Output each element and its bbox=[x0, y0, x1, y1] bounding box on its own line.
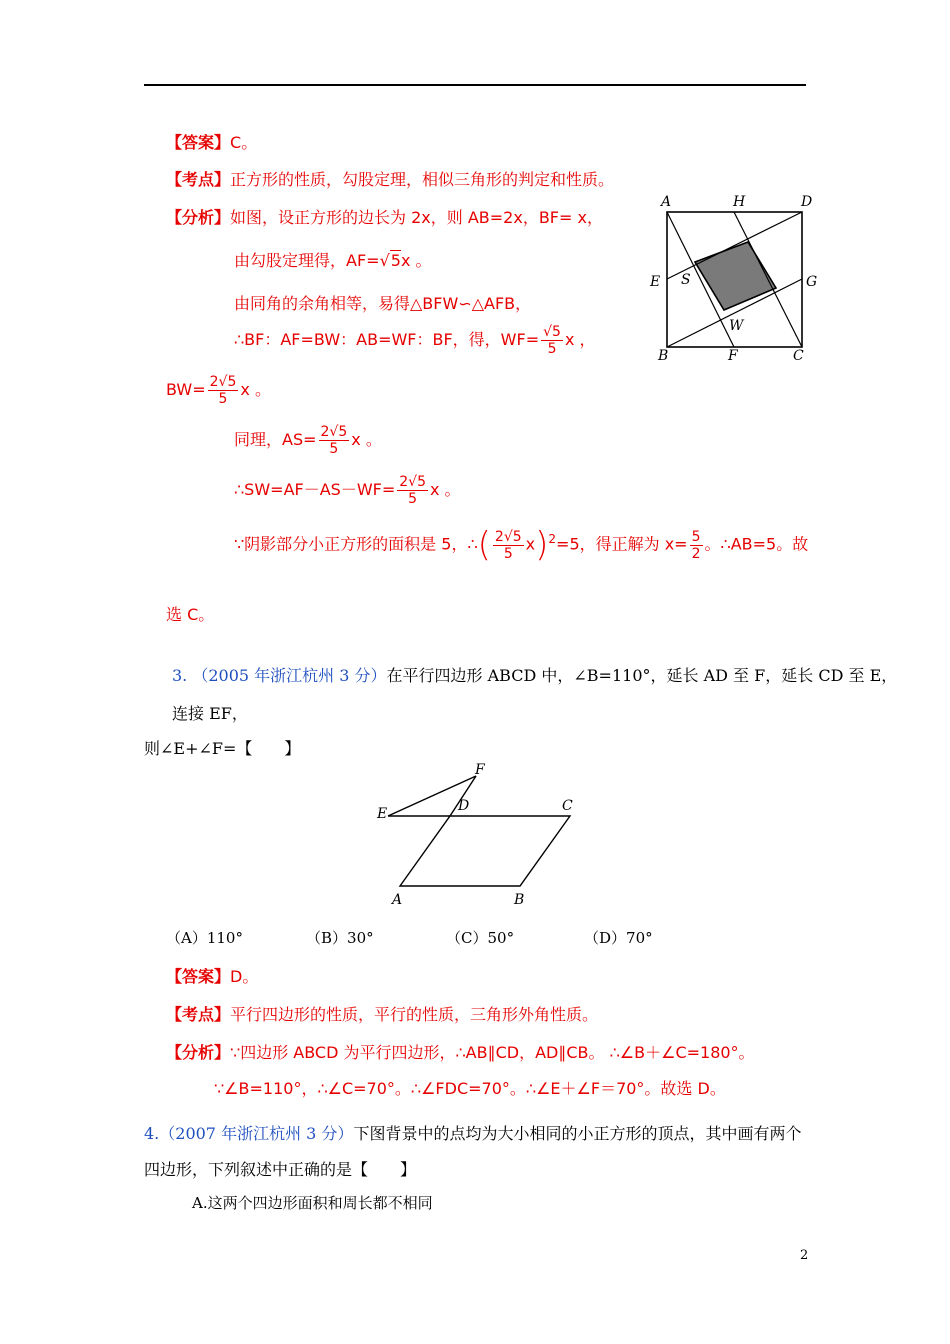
q2-analysis-line1 bbox=[166, 205, 603, 228]
label-W: W bbox=[729, 318, 744, 334]
analysis-label: 【分析】 bbox=[166, 208, 231, 227]
q2-analysis-line7 bbox=[234, 474, 461, 507]
point-text: 平行四边形的性质，平行的性质，三角形外角性质。 bbox=[230, 1005, 599, 1024]
label-A: A bbox=[392, 892, 403, 908]
q2-analysis-line8 bbox=[234, 525, 809, 565]
label-F: F bbox=[728, 348, 738, 364]
sqrt-sign: √ bbox=[379, 251, 390, 270]
question-stem: 下图背景中的点均为大小相同的小正方形的顶点，其中画有两个 bbox=[353, 1124, 802, 1143]
q2-point-line bbox=[166, 167, 614, 190]
fraction bbox=[208, 374, 239, 407]
label-S: S bbox=[681, 272, 691, 288]
denominator: 5 bbox=[329, 441, 339, 457]
text: x 。 bbox=[240, 380, 271, 399]
text: 由勾股定理得，AF= bbox=[234, 251, 380, 270]
q3-analysis-line1 bbox=[166, 1040, 755, 1063]
q3-parallelogram-figure bbox=[372, 758, 592, 910]
header-rule bbox=[144, 84, 806, 86]
label-G: G bbox=[806, 274, 818, 290]
numerator: 2√5 bbox=[494, 528, 522, 545]
right-paren: ) bbox=[535, 525, 549, 565]
text: ∵阴影部分小正方形的面积是 5，∴ bbox=[234, 534, 478, 554]
analysis-text: ∵四边形 ABCD 为平行四边形，∴AB∥CD，AD∥CB。 ∴∠B＋∠C=180°。 bbox=[230, 1043, 755, 1062]
denominator: 2 bbox=[691, 545, 701, 562]
answer-value: D。 bbox=[230, 967, 259, 986]
q2-analysis-line9: 选 C。 bbox=[166, 605, 215, 624]
label-A: A bbox=[661, 194, 672, 210]
fraction bbox=[397, 474, 428, 507]
q4-stem-line2: 四边形，下列叙述中正确的是【 】 bbox=[144, 1160, 417, 1179]
q4-stem-line1 bbox=[144, 1121, 801, 1144]
q3-answer-line bbox=[166, 964, 258, 987]
variable: x bbox=[525, 534, 536, 554]
q3-point-line bbox=[166, 1002, 598, 1025]
label-H: H bbox=[733, 194, 746, 210]
text: ∴BF：AF=BW：AB=WF：BF，得，WF= bbox=[234, 330, 540, 349]
radicand: 5 bbox=[390, 251, 401, 270]
label-D: D bbox=[801, 194, 813, 210]
point-text: 正方形的性质，勾股定理，相似三角形的判定和性质。 bbox=[230, 170, 615, 189]
text: ∴SW=AF－AS－WF= bbox=[234, 480, 396, 499]
left-paren: ( bbox=[477, 525, 491, 565]
numerator: √5 bbox=[543, 324, 561, 340]
label-E: E bbox=[377, 806, 388, 822]
denominator: 5 bbox=[218, 391, 228, 407]
label-C: C bbox=[793, 348, 804, 364]
q2-answer-line bbox=[166, 130, 257, 153]
q3-analysis-line2: ∵∠B=110°，∴∠C=70°。∴∠FDC=70°。∴∠E＋∠F＝70°。故选 D。 bbox=[214, 1079, 726, 1098]
q2-analysis-line3: 由同角的余角相等，易得△BFW∽△AFB， bbox=[234, 294, 532, 313]
question-source: （2007 年浙江杭州 3 分） bbox=[159, 1124, 354, 1143]
fraction bbox=[319, 424, 350, 457]
text: =5，得正解为 x= bbox=[556, 534, 688, 554]
answer-label: 【答案】 bbox=[166, 967, 231, 986]
numerator: 2√5 bbox=[320, 424, 348, 440]
analysis-label: 【分析】 bbox=[166, 1043, 231, 1062]
q2-analysis-line4 bbox=[234, 324, 596, 357]
numerator: 5 bbox=[691, 528, 701, 545]
parallelogram-ABCD bbox=[400, 816, 570, 886]
q3-stem-line3: 则∠E+∠F=【 】 bbox=[144, 739, 301, 758]
text: x 。 bbox=[430, 480, 461, 499]
label-E: E bbox=[650, 274, 661, 290]
q2-analysis-line6 bbox=[234, 424, 382, 457]
question-number: 4. bbox=[144, 1124, 160, 1143]
q2-analysis-line5 bbox=[166, 374, 271, 407]
q3-option-b: （B）30° bbox=[306, 929, 374, 947]
shaded-square bbox=[695, 242, 776, 310]
fraction bbox=[690, 529, 703, 562]
exponent: 2 bbox=[548, 532, 557, 547]
fraction bbox=[493, 529, 524, 562]
point-label: 【考点】 bbox=[166, 170, 231, 189]
question-number: 3. bbox=[172, 666, 188, 685]
page-number: 2 bbox=[800, 1248, 809, 1263]
denominator: 5 bbox=[408, 491, 418, 507]
q2-square-figure bbox=[640, 192, 830, 372]
text: 。∴AB=5。故 bbox=[704, 534, 809, 554]
q3-stem-line2: 连接 EF， bbox=[172, 704, 248, 723]
answer-label: 【答案】 bbox=[166, 133, 231, 152]
text: x ， bbox=[564, 330, 596, 349]
label-B: B bbox=[514, 892, 525, 908]
label-B: B bbox=[658, 348, 669, 364]
label-F: F bbox=[475, 762, 485, 778]
numerator: 2√5 bbox=[209, 374, 237, 390]
q2-analysis-line2 bbox=[234, 248, 432, 271]
q3-option-d: （D）70° bbox=[584, 929, 653, 947]
q4-option-a: A.这两个四边形面积和周长都不相同 bbox=[192, 1194, 433, 1212]
q3-stem-line1 bbox=[172, 663, 897, 686]
question-stem: 在平行四边形 ABCD 中，∠B=110°，延长 AD 至 F，延长 CD 至 E， bbox=[386, 666, 898, 685]
q3-option-c: （C）50° bbox=[446, 929, 515, 947]
label-D: D bbox=[458, 798, 470, 814]
point-label: 【考点】 bbox=[166, 1005, 231, 1024]
fraction bbox=[541, 324, 563, 357]
numerator: 2√5 bbox=[399, 474, 426, 490]
q3-option-a: （A）110° bbox=[166, 929, 243, 947]
text: BW= bbox=[166, 380, 206, 399]
denominator: 5 bbox=[547, 341, 557, 357]
denominator: 5 bbox=[503, 545, 513, 562]
answer-value: C。 bbox=[230, 133, 258, 152]
text: x 。 bbox=[351, 430, 382, 449]
text: 同理，AS= bbox=[234, 430, 317, 449]
question-source: （2005 年浙江杭州 3 分） bbox=[192, 666, 387, 685]
text: x 。 bbox=[400, 251, 432, 270]
label-C: C bbox=[562, 798, 573, 814]
analysis-text: 如图，设正方形的边长为 2x，则 AB=2x，BF= x， bbox=[230, 208, 603, 227]
